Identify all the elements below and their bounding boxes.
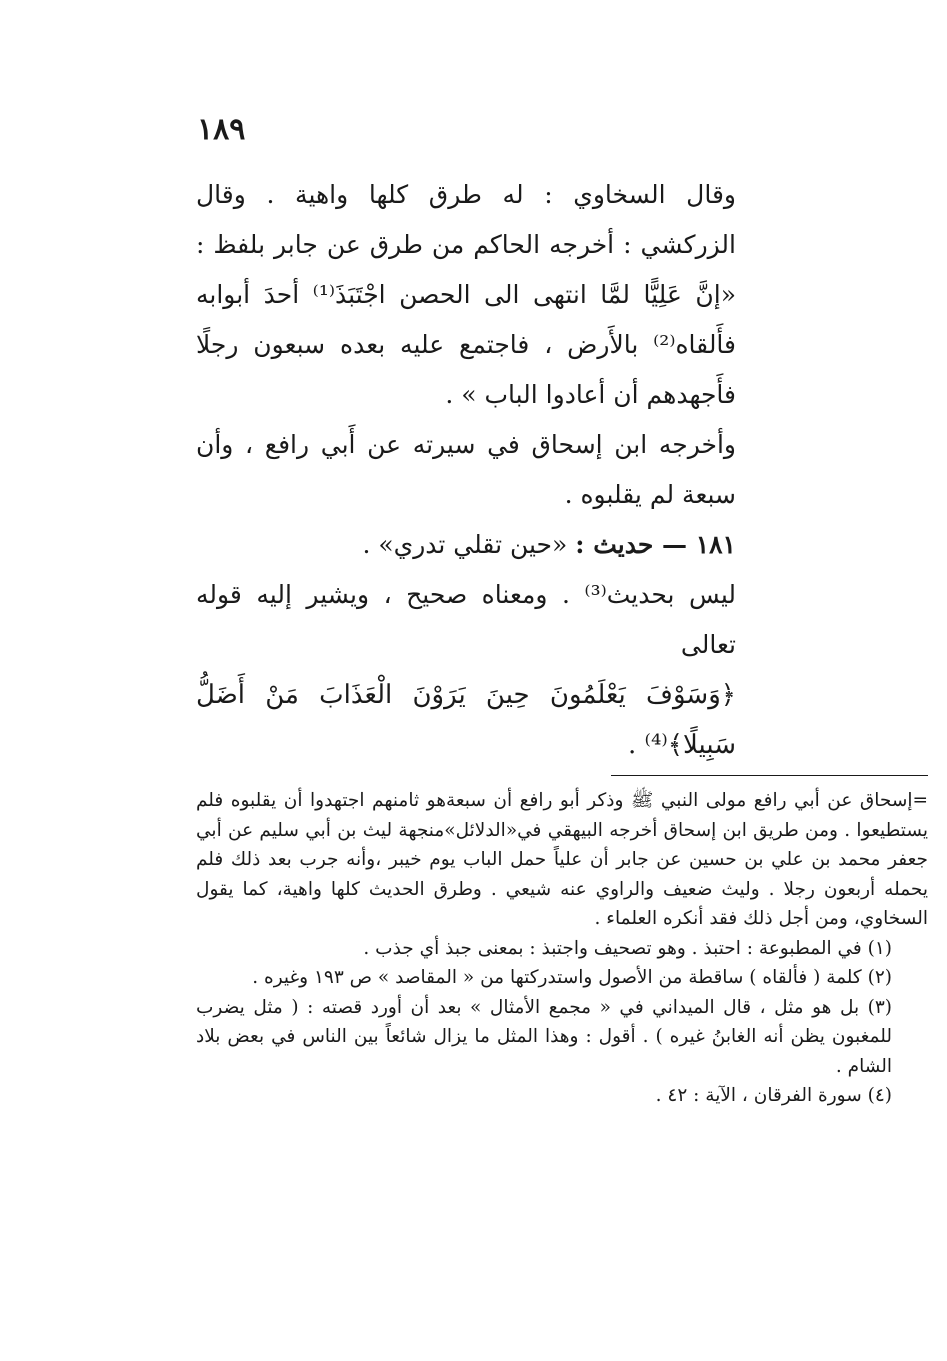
paragraph-ibn-ishaq: وأخرجه ابن إسحاق في سيرته عن أَبي رافع ، وأن سبعة لم يقلبوه .: [196, 430, 736, 509]
paragraph-sakhawi-zarkashi: وقال السخاوي : له طرق كلها واهية . وقال الزركشي : أخرجه الحاكم من طرق عن جابر بلفظ : «إنَّ عَلِيًّا لمَّا انتهى الى الحصن اجْتَبَذَ⁽¹⁾ أحدَ أبوابه فأَلقاه⁽²⁾ بالأَرض ، فاجتمع عليه بعده سبعون رجلًا فأَجهدهم أن أعادوا الباب » .: [196, 180, 736, 409]
hadith-number: ١٨١ — حديث :: [575, 530, 736, 559]
paragraph-commentary: ليس بحديث⁽³⁾ . ومعناه صحيح ، ويشير إليه قوله تعالى: [196, 580, 736, 659]
footnote-1: (١) في المطبوعة : احتبذ . وهو تصحيف واجتبذ : بمعنى جبذ أي جذب .: [363, 937, 892, 959]
footnote-4: (٤) سورة الفرقان ، الآية : ٤٢ .: [655, 1085, 892, 1106]
footnote-continuation: =إسحاق عن أبي رافع مولى النبي ﷺ وذكر أبو رافع أن سبعةهو ثامنهم اجتهدوا أن يقلبوه فلم يستطيعوا . ومن طريق ابن إسحاق أخرجه البيهقي في«الدلائل»منجهة ليث بن أبي سليم عن أبي جعفر محمد بن علي بن حسين عن جابر أن علياً حمل الباب يوم خيبر ،وأنه جرب بعد ذلك فلم يحمله أربعون رجلا . وليث ضعيف والراوي عنه شيعي . وطرق الحديث كلها واهية، كما يقول السخاوي، ومن أجل ذلك فقد أنكره العلماء .: [196, 790, 928, 929]
hadith-entry: [196, 520, 736, 570]
footnote-divider: [611, 775, 928, 776]
quran-verse: ﴿وَسَوْفَ يَعْلَمُونَ حِينَ يَرَوْنَ الْعَذَابَ مَنْ أَضَلُّ سَبِيلًا﴾⁽⁴⁾ .: [196, 680, 736, 760]
page-number: ١٨٩: [197, 112, 246, 147]
main-text: [196, 170, 736, 770]
footnotes: [196, 786, 928, 1111]
hadith-text: «حين تقلي تدري» .: [362, 530, 568, 559]
footnote-2: (٢) كلمة ( فألقاه ) ساقطة من الأصول واستدركتها من « المقاصد » ص ١٩٣ وغيره .: [252, 967, 892, 988]
footnote-3: (٣) بل هو مثل ، قال الميداني في « مجمع الأمثال » بعد أن أورد قصته : ( مثل يضرب للمغبون يظن أنه الغابنُ غيره ) . أقول : وهذا المثل ما يزال شائعاً بين الناس في بعض بلاد الشام .: [196, 996, 892, 1077]
